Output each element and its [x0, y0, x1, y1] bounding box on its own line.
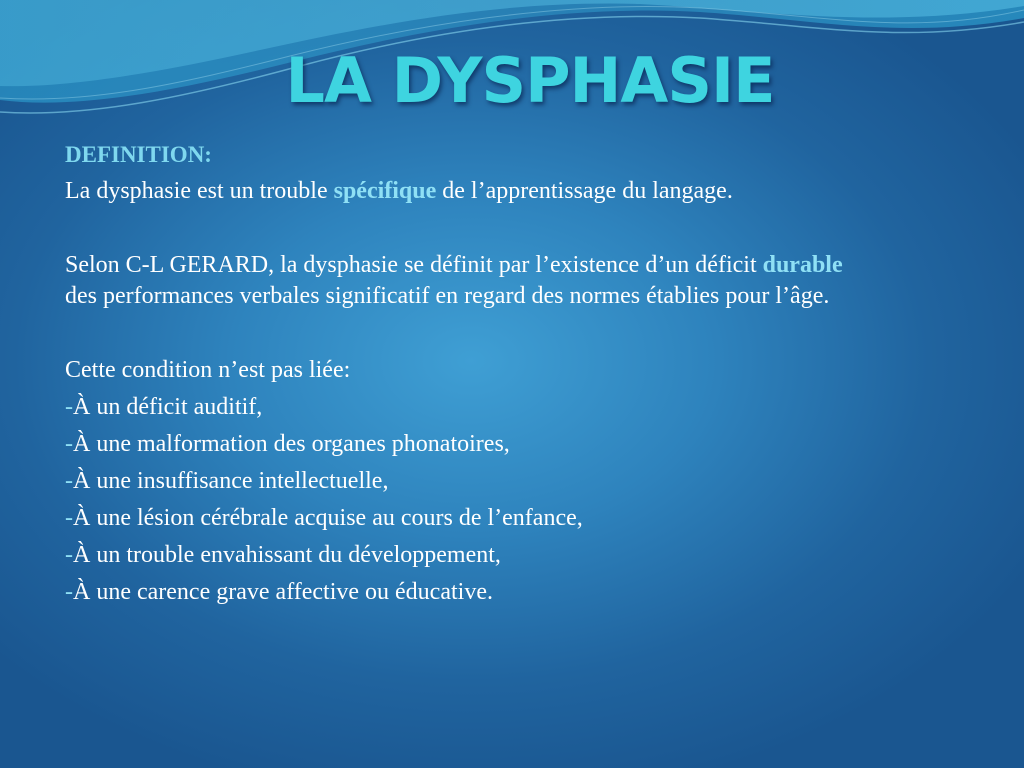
paragraph-text: de l’apprentissage du langage. [436, 178, 733, 204]
dash-marker: - [65, 505, 73, 531]
list-item [65, 540, 865, 571]
slide-title: LA DYSPHASIE [285, 44, 775, 117]
slide-body [65, 140, 865, 608]
list-item-text: À une lésion cérébrale acquise au cours de l’enfance, [73, 505, 583, 531]
conditions-list [65, 392, 865, 608]
gerard-paragraph [65, 250, 865, 312]
paragraph-text: La dysphasie est un trouble [65, 178, 334, 204]
list-item-text: À une carence grave affective ou éducative. [73, 579, 493, 605]
dash-marker: - [65, 394, 73, 420]
paragraph-text: des performances verbales significatif en regard des normes établies pour l’âge. [65, 283, 830, 309]
definition-heading: DEFINITION: [65, 142, 212, 167]
list-item [65, 503, 865, 534]
list-item-text: À une malformation des organes phonatoires, [73, 431, 510, 457]
list-item [65, 392, 865, 423]
list-item-text: À un trouble envahissant du développement, [73, 542, 501, 568]
list-item [65, 577, 865, 608]
list-item [65, 466, 865, 497]
paragraph-text: Selon C-L GERARD, la dysphasie se définit par l’existence d’un déficit [65, 252, 763, 278]
dash-marker: - [65, 431, 73, 457]
highlight-durable: durable [762, 252, 843, 278]
dash-marker: - [65, 468, 73, 494]
conditions-intro: Cette condition n’est pas liée: [65, 357, 351, 383]
list-item-text: À un déficit auditif, [73, 394, 263, 420]
list-item-text: À une insuffisance intellectuelle, [73, 468, 389, 494]
list-item [65, 429, 865, 460]
dash-marker: - [65, 542, 73, 568]
dash-marker: - [65, 579, 73, 605]
highlight-specifique: spécifique [333, 178, 437, 204]
definition-paragraph [65, 176, 865, 207]
